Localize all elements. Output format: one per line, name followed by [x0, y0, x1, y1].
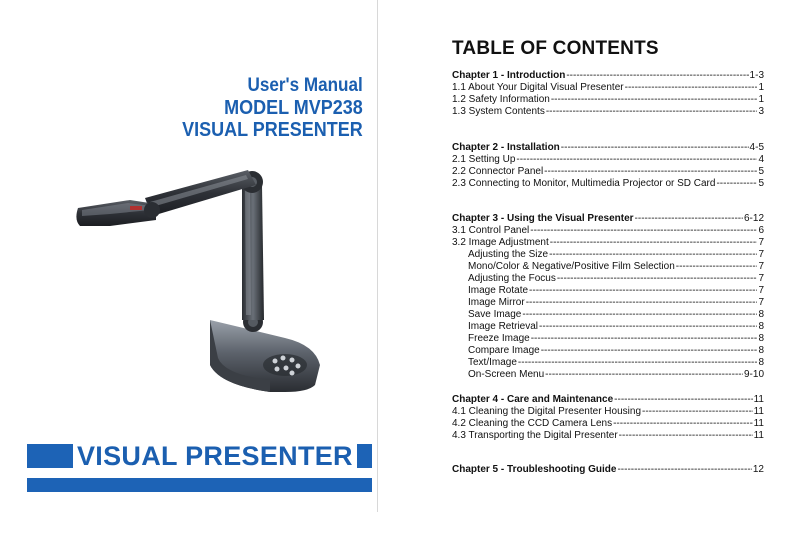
toc-entry-label: 1.2 Safety Information: [452, 94, 550, 105]
toc-entry-page: 12: [752, 464, 764, 475]
toc-entry-page: 7: [758, 297, 764, 308]
page-divider: [377, 0, 378, 512]
toc-chapter-entry: [452, 142, 764, 154]
toc-entry: [452, 154, 764, 166]
toc-entry-label: Chapter 5 - Troubleshooting Guide: [452, 464, 617, 475]
toc-entry: [468, 345, 764, 357]
toc-entry-page: 4-5: [749, 142, 764, 153]
product-title: VISUAL PRESENTER: [182, 119, 363, 141]
toc-entry-label: 3.1 Control Panel: [452, 225, 530, 236]
toc-entry-label: Compare Image: [468, 345, 540, 356]
toc-leader-dots: [541, 345, 758, 357]
toc-entry: [452, 94, 764, 106]
toc-entry-label: Save Image: [468, 309, 522, 320]
toc-leader-dots: [544, 166, 757, 178]
toc-entry: [452, 166, 764, 178]
toc-entry-label: Image Rotate: [468, 285, 529, 296]
toc-entry-page: 11: [753, 430, 764, 441]
toc-entry-label: Adjusting the Focus: [468, 273, 556, 284]
toc-leader-dots: [617, 464, 751, 476]
toc-entry-page: 11: [753, 418, 764, 429]
toc-entry: [452, 418, 764, 430]
toc-leader-dots: [613, 418, 753, 430]
toc-entry-label: 3.2 Image Adjustment: [452, 237, 549, 248]
toc-entry: [468, 309, 764, 321]
toc-leader-dots: [522, 309, 757, 321]
toc-leader-dots: [619, 430, 753, 442]
toc-entry-page: 3: [758, 106, 764, 117]
toc-entry-label: 4.2 Cleaning the CCD Camera Lens: [452, 418, 613, 429]
toc-entry-page: 8: [758, 321, 764, 332]
toc-leader-dots: [614, 394, 752, 406]
control-panel-icon: [263, 354, 307, 376]
toc-entry-label: On-Screen Menu: [468, 369, 545, 380]
toc-entry-label: Image Retrieval: [468, 321, 539, 332]
toc-entry-page: 8: [758, 345, 764, 356]
toc-leader-dots: [716, 178, 757, 190]
toc-entry-label: 1.3 System Contents: [452, 106, 545, 117]
toc-leader-dots: [557, 273, 758, 285]
toc-leader-dots: [529, 285, 757, 297]
toc-entry-page: 8: [758, 333, 764, 344]
toc-entry-page: 1-3: [749, 70, 764, 81]
toc-entry-page: 8: [758, 309, 764, 320]
toc-entry: [452, 430, 764, 442]
toc-entry-page: 7: [758, 285, 764, 296]
toc-entry-label: Mono/Color & Negative/Positive Film Selection: [468, 261, 675, 272]
toc-leader-dots: [530, 225, 757, 237]
toc-entry-label: 1.1 About Your Digital Visual Presenter: [452, 82, 624, 93]
toc-entry: [468, 297, 764, 309]
toc-leader-dots: [545, 369, 743, 381]
toc-entry-label: Chapter 1 - Introduction: [452, 70, 566, 81]
toc-entry-label: Chapter 3 - Using the Visual Presenter: [452, 213, 634, 224]
toc-entry: [468, 333, 764, 345]
toc-entry-page: 1: [758, 94, 764, 105]
toc-chapter-entry: [452, 394, 764, 406]
toc-entry: [452, 225, 764, 237]
toc-leader-dots: [642, 406, 753, 418]
toc-leader-dots: [566, 70, 748, 82]
toc-entry: [452, 237, 764, 249]
toc-entry: [452, 178, 764, 190]
toc-entry-page: 7: [758, 261, 764, 272]
toc-leader-dots: [549, 249, 757, 261]
toc-entry-page: 9-10: [743, 369, 764, 380]
toc-leader-dots: [526, 297, 758, 309]
toc-entry-page: 6-12: [743, 213, 764, 224]
toc-entry-page: 7: [758, 249, 764, 260]
toc-leader-dots: [539, 321, 757, 333]
banner-text: VISUAL PRESENTER: [73, 441, 357, 471]
toc-entry-page: 8: [758, 357, 764, 368]
toc-entry: [468, 249, 764, 261]
toc-leader-dots: [546, 106, 758, 118]
toc-entry: [468, 261, 764, 273]
toc-entry-label: Freeze Image: [468, 333, 530, 344]
toc-leader-dots: [561, 142, 749, 154]
toc-entry: [468, 321, 764, 333]
toc-entry-page: 6: [758, 225, 764, 236]
toc-entry-label: 2.2 Connector Panel: [452, 166, 544, 177]
indicator-light: [130, 206, 142, 210]
toc-entry-label: Image Mirror: [468, 297, 525, 308]
toc-leader-dots: [516, 154, 757, 166]
toc-entry-label: 2.3 Connecting to Monitor, Multimedia Projector or SD Card: [452, 178, 716, 189]
toc-leader-dots: [551, 94, 758, 106]
toc-entry: [468, 357, 764, 369]
toc-entry-page: 5: [758, 178, 764, 189]
toc-entry: [452, 82, 764, 94]
toc-entry: [452, 406, 764, 418]
toc-entry-page: 5: [758, 166, 764, 177]
banner-band-bottom: [27, 478, 372, 492]
camera-joint: [144, 202, 160, 218]
model-title: MODEL MVP238: [224, 97, 363, 119]
toc-chapter-entry: [452, 464, 764, 476]
toc-leader-dots: [625, 82, 758, 94]
toc-entry-page: 7: [758, 237, 764, 248]
toc-leader-dots: [676, 261, 758, 273]
toc-entry-label: Chapter 4 - Care and Maintenance: [452, 394, 614, 405]
toc-entry-label: Adjusting the Size: [468, 249, 549, 260]
toc-entry-page: 11: [753, 406, 764, 417]
visual-presenter-product-image: [70, 130, 340, 410]
toc-entry-page: 1: [758, 82, 764, 93]
toc-chapter-entry: [452, 70, 764, 82]
toc-chapter-entry: [452, 213, 764, 225]
toc-entry-page: 4: [758, 154, 764, 165]
toc-entry-label: 2.1 Setting Up: [452, 154, 516, 165]
toc-entry-label: 4.1 Cleaning the Digital Presenter Housing: [452, 406, 641, 417]
manual-title: User's Manual: [247, 75, 363, 96]
toc-entry-page: 11: [753, 394, 764, 405]
toc-leader-dots: [550, 237, 758, 249]
toc-leader-dots: [531, 333, 758, 345]
toc-entry: [452, 106, 764, 118]
toc-leader-dots: [635, 213, 743, 225]
toc-entry-label: 4.3 Transporting the Digital Presenter: [452, 430, 618, 441]
toc-entry: [468, 285, 764, 297]
toc-heading: TABLE OF CONTENTS: [452, 38, 659, 59]
toc-entry-label: Chapter 2 - Installation: [452, 142, 560, 153]
toc-entry-label: Text/Image: [468, 357, 517, 368]
toc-entry-page: 7: [758, 273, 764, 284]
toc-entry: [468, 273, 764, 285]
toc-entry: [468, 369, 764, 381]
toc-leader-dots: [518, 357, 758, 369]
